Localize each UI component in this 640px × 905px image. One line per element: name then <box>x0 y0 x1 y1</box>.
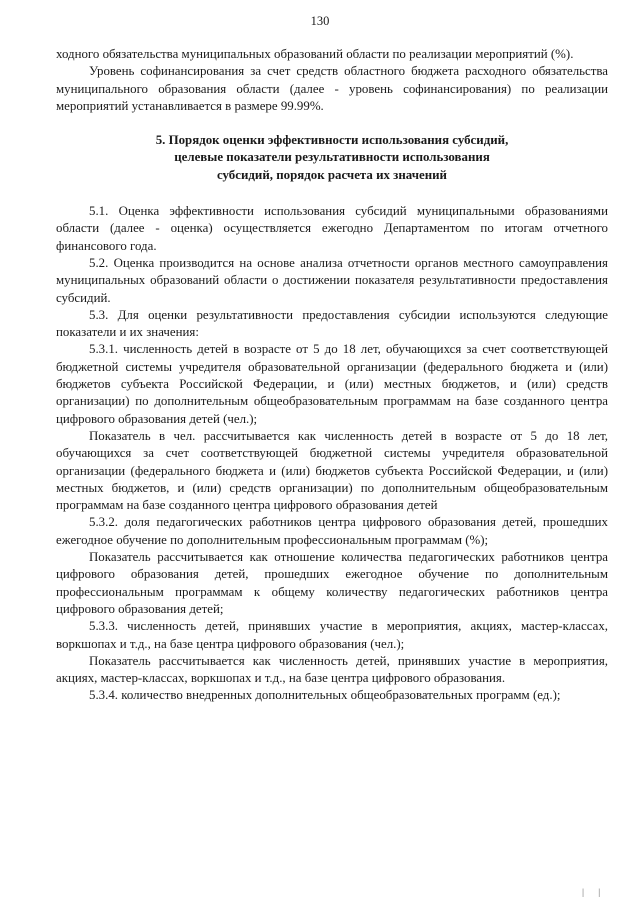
section-heading-line: 5. Порядок оценки эффективности использования субсидий, <box>155 133 509 148</box>
corner-marks: | | <box>582 887 606 897</box>
paragraph-continuation: ходного обязательства муниципальных образований области по реализации мероприятий (%). <box>56 47 574 61</box>
section-heading <box>56 132 608 184</box>
section-heading-line: целевые показатели результативности использования <box>174 150 490 165</box>
paragraph-indicator-calc-1: Показатель в чел. рассчитывается как численность детей в возрасте от 5 до 18 лет, обучающихся за счет соответствующей бюджетной системы учредителя образовательной организации (федерального бюджета и (или) бюджетов субъекта Российской Федерации, и (или) местных бюджетов, и (или) средств организации) по дополнительным общеобразовательным программам на базе созданного центра цифрового образования детей <box>56 428 608 513</box>
document-body <box>56 46 608 705</box>
paragraph-5-3: 5.3. Для оценки результативности предоставления субсидии используются следующие показатели и их значения: <box>56 307 608 340</box>
paragraph-5-3-1: 5.3.1. численность детей в возрасте от 5 до 18 лет, обучающихся за счет соответствующей бюджетной системы учредителя образовательной организации (федерального бюджета и (или) бюджетов субъекта Российской Федерации, и (или) местных бюджетов, и (или) средств организации) по дополнительным общеобразовательным программам на базе созданного центра цифрового образования детей (чел.); <box>56 342 608 426</box>
section-heading-line: субсидий, порядок расчета их значений <box>216 167 447 182</box>
paragraph-5-3-4: 5.3.4. количество внедренных дополнительных общеобразовательных программ (ед.); <box>89 688 561 703</box>
paragraph-5-2: 5.2. Оценка производится на основе анализа отчетности органов местного самоуправления муниципальных образований области о достижении показателя результативности предоставления субсидий. <box>56 255 608 305</box>
paragraph-5-3-3: 5.3.3. численность детей, принявших участие в мероприятия, акциях, мастер-классах, воркшопах и т.д., на базе центра цифрового образования (чел.); <box>56 619 608 651</box>
paragraph-5-1: 5.1. Оценка эффективности использования субсидий муниципальными образованиями области (далее - оценка) осуществляется ежегодно Департаментом по итогам отчетного финансового года. <box>56 204 608 253</box>
paragraph-5-3-2: 5.3.2. доля педагогических работников центра цифрового образования детей, прошедших ежегодное обучение по дополнительным профессиональным программам (%); <box>56 515 608 547</box>
paragraph-indicator-calc-2: Показатель рассчитывается как отношение количества педагогических работников центра цифрового образования детей, прошедших ежегодное обучение по дополнительным профессиональным программам к общему количеству педагогических работников центра цифрового образования детей; <box>56 550 608 616</box>
paragraph-indicator-calc-3: Показатель рассчитывается как численность детей, принявших участие в мероприятия, акциях, мастер-классах, воркшопах и т.д., на базе центра цифрового образования. <box>56 653 608 686</box>
paragraph-cofinancing-level: Уровень софинансирования за счет средств областного бюджета расходного обязательства муниципального образования области (далее - уровень софинансирования) по реализации мероприятий устанавливается в размере 99.99%. <box>56 64 608 113</box>
page-number: 130 <box>310 14 330 28</box>
